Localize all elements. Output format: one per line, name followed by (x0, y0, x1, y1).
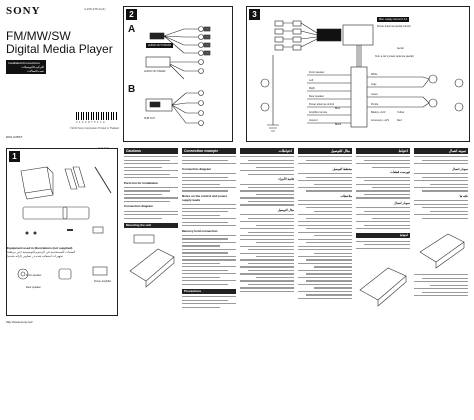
speakers-s3 (261, 79, 463, 111)
equipment-item-power-amplifier: Power amplifier (94, 280, 112, 283)
sony-logo: SONY (6, 5, 41, 17)
text-line-placeholder (414, 180, 468, 181)
text-line-placeholder (298, 173, 352, 174)
text-line-placeholder (414, 204, 468, 205)
text-line-placeholder (414, 173, 468, 174)
wire-color-blue: Blue (335, 107, 341, 110)
text-line-placeholder (356, 207, 410, 208)
section-3-diagram (247, 7, 471, 143)
column-subheading: ملاحظات (340, 193, 352, 198)
text-line-placeholder (364, 180, 410, 181)
text-line-placeholder (124, 197, 178, 198)
text-line-placeholder (182, 180, 236, 181)
wire-label-amplifier-remote: Amplifier remote (309, 111, 328, 114)
column-subheading: قائمة الأجزاء (278, 177, 294, 182)
wire-label-left: Left (309, 79, 314, 82)
text-line-placeholder (240, 235, 294, 236)
text-line-placeholder (240, 214, 294, 215)
text-line-placeholder (240, 246, 294, 247)
text-line-placeholder (356, 214, 410, 215)
column-subheading: Connection diagram (182, 166, 212, 171)
text-line-placeholder (364, 194, 410, 195)
column-bottom-bar: Mounting the unit (124, 223, 178, 228)
wire-color-black: Black (335, 123, 342, 126)
text-line-placeholder (124, 187, 178, 188)
text-line-placeholder (248, 218, 294, 219)
section-number-3: 3 (249, 9, 260, 20)
small-parts (26, 227, 104, 235)
text-line-placeholder (182, 252, 228, 253)
installation-label-ar: التركيب/التوصيلات (21, 65, 44, 69)
text-line-placeholder (124, 156, 178, 157)
text-line-placeholder (298, 214, 352, 215)
text-line-placeholder (414, 156, 468, 157)
text-line-placeholder (256, 225, 294, 226)
text-line-placeholder (240, 197, 294, 198)
text-line-placeholder (248, 174, 294, 175)
text-line-placeholder (298, 180, 352, 181)
installation-label-en: Installation/Connections (8, 61, 40, 65)
release-keys (65, 167, 85, 189)
text-line-placeholder (364, 244, 410, 245)
text-line-placeholder (182, 208, 236, 209)
text-line-placeholder (298, 298, 352, 299)
text-line-placeholder (314, 266, 352, 267)
text-line-placeholder (306, 190, 352, 191)
text-column-2 (182, 148, 236, 310)
label-audio-out-rear: AUDIO OUT REAR (144, 70, 166, 73)
wire-color-white: White (371, 73, 378, 76)
text-line-placeholder (182, 160, 228, 161)
text-line-placeholder (182, 218, 236, 219)
text-line-placeholder (298, 246, 352, 247)
text-line-placeholder (364, 225, 410, 226)
text-line-placeholder (182, 263, 220, 264)
text-line-placeholder (124, 218, 162, 219)
barcode (76, 112, 118, 120)
text-line-placeholder (124, 167, 162, 168)
text-line-placeholder (248, 270, 294, 271)
label-power-antenna-control: Power antenna (aerial) control (377, 25, 411, 28)
text-line-placeholder (240, 170, 294, 171)
text-line-placeholder (422, 278, 468, 279)
document-code: 4-166-975-11(1) (84, 7, 106, 11)
text-line-placeholder (314, 287, 352, 288)
text-line-placeholder (240, 228, 294, 229)
text-line-placeholder (356, 197, 410, 198)
text-line-placeholder (430, 184, 468, 185)
text-line-placeholder (298, 187, 352, 188)
text-line-placeholder (314, 184, 352, 185)
text-line-placeholder (124, 163, 178, 164)
text-line-placeholder (306, 218, 352, 219)
text-column-1 (124, 148, 178, 291)
label-sub-out: SUB OUT (144, 117, 156, 120)
text-line-placeholder (182, 177, 228, 178)
text-line-placeholder (422, 177, 468, 178)
text-line-placeholder (422, 190, 468, 191)
text-line-placeholder (306, 207, 352, 208)
text-line-placeholder (422, 218, 468, 219)
text-line-placeholder (298, 156, 352, 157)
parts-illustration (7, 149, 119, 317)
text-line-placeholder (414, 281, 468, 282)
text-line-placeholder (372, 218, 410, 219)
text-line-placeholder (298, 263, 352, 264)
text-line-placeholder (422, 292, 468, 293)
text-line-placeholder (306, 177, 352, 178)
front-panel (23, 207, 89, 219)
text-line-placeholder (182, 184, 220, 185)
text-line-placeholder (314, 253, 352, 254)
text-line-placeholder (430, 211, 468, 212)
text-line-placeholder (430, 285, 468, 286)
text-line-placeholder (248, 232, 294, 233)
product-title-line1: FM/MW/SW (6, 29, 71, 43)
column-subheading: Parts list for installation (124, 180, 159, 185)
wire-color-red: Red (397, 119, 402, 122)
wire-label-power-antenna-control: Power antenna control (309, 103, 335, 106)
installation-label (6, 60, 46, 74)
text-line-placeholder (182, 235, 236, 236)
text-line-placeholder (182, 238, 228, 239)
equipment-caption (7, 246, 117, 258)
text-line-placeholder (298, 270, 352, 271)
text-line-placeholder (314, 211, 352, 212)
text-line-placeholder (306, 294, 352, 295)
model-number: DSX-A35ST (6, 135, 23, 139)
column-bottom-bar: احتیاط (356, 233, 410, 238)
product-title-line2: Digital Media Player (6, 42, 113, 56)
text-line-placeholder (356, 190, 410, 191)
text-line-placeholder (124, 170, 178, 171)
text-line-placeholder (240, 204, 294, 205)
text-line-placeholder (240, 221, 294, 222)
text-line-placeholder (240, 273, 294, 274)
text-line-placeholder (124, 211, 178, 212)
column-subheading: Memory hold connection (182, 228, 218, 233)
text-line-placeholder (298, 200, 352, 201)
text-line-placeholder (364, 160, 410, 161)
text-line-placeholder (182, 225, 236, 226)
text-line-placeholder (306, 228, 352, 229)
text-line-placeholder (182, 273, 236, 274)
text-line-placeholder (256, 277, 294, 278)
section-number-1: 1 (9, 151, 20, 162)
text-line-placeholder (298, 249, 352, 250)
text-line-placeholder (240, 291, 294, 292)
wire-label-right: Right (309, 87, 315, 90)
text-line-placeholder (124, 190, 170, 191)
text-line-placeholder (182, 296, 236, 297)
text-line-placeholder (306, 273, 352, 274)
text-line-placeholder (182, 245, 220, 246)
text-line-placeholder (240, 287, 294, 288)
equipment-caption-en: Equipment used in illustrations (not supplied) (7, 246, 73, 250)
label-aerial-source: from a car's power antenna (aerial) (375, 55, 414, 58)
column-subheading: مخطط التوصيل (332, 166, 352, 171)
text-line-placeholder (248, 263, 294, 264)
text-line-placeholder (248, 249, 294, 250)
label-aerial: Aerial (397, 47, 404, 50)
mounting-sleeve (21, 167, 53, 199)
section-2-frame (123, 6, 233, 142)
text-line-placeholder (298, 256, 352, 257)
text-line-placeholder (422, 207, 468, 208)
section-3-frame (246, 6, 470, 142)
text-line-placeholder (356, 177, 410, 178)
equipment-item-rear-speaker: Rear speaker (26, 286, 42, 289)
text-line-placeholder (414, 163, 468, 164)
text-line-placeholder (182, 307, 220, 308)
text-line-placeholder (298, 232, 352, 233)
text-line-placeholder (356, 248, 410, 249)
mounting-illustration (124, 231, 178, 291)
text-line-placeholder (182, 173, 236, 174)
wire-label-rear-speaker: Rear speaker (309, 95, 325, 98)
text-line-placeholder (306, 280, 352, 281)
text-line-placeholder (356, 163, 410, 164)
text-column-6 (414, 148, 468, 299)
text-line-placeholder (306, 242, 352, 243)
wire-label-accessory: Accessory +12V (371, 119, 390, 122)
text-line-placeholder (182, 284, 228, 285)
text-line-placeholder (248, 160, 294, 161)
column-heading: احتیاط (356, 148, 410, 154)
column-heading: احتياطات (240, 148, 294, 154)
column-subheading: مثال التوصيل (277, 207, 294, 212)
text-line-placeholder (298, 225, 352, 226)
text-line-placeholder (298, 277, 352, 278)
text-line-placeholder (298, 284, 352, 285)
text-line-placeholder (248, 284, 294, 285)
text-line-placeholder (256, 167, 294, 168)
text-line-placeholder (124, 201, 170, 202)
equipment-caption-ar: المعدات المستخدمة في الرسوم التوضيحية (غير مرفقة) (7, 250, 76, 254)
sony-url: http://www.sony.net/ (6, 320, 33, 324)
text-line-placeholder (182, 215, 220, 216)
barcode-number: 4 1 6 6 9 7 5 1 1 0 (76, 121, 105, 124)
text-line-placeholder (306, 259, 352, 260)
harness (267, 55, 437, 131)
column-heading: نمونه اتصال (414, 148, 468, 154)
text-line-placeholder (182, 303, 236, 304)
text-line-placeholder (182, 270, 228, 271)
column-heading: Cautions (124, 148, 178, 154)
text-line-placeholder (414, 187, 468, 188)
text-line-placeholder (182, 156, 236, 157)
text-line-placeholder (182, 277, 220, 278)
column-bottom-bar: Precautions (182, 289, 236, 294)
text-line-placeholder (256, 256, 294, 257)
text-line-placeholder (298, 204, 352, 205)
text-line-placeholder (182, 163, 236, 164)
wire-color-gray: Gray (371, 83, 377, 86)
section-1-frame (6, 148, 118, 316)
text-line-placeholder (372, 187, 410, 188)
text-line-placeholder (298, 239, 352, 240)
equipment-item-front-speaker: Front speaker (26, 274, 42, 277)
text-line-placeholder (298, 163, 352, 164)
text-line-placeholder (182, 256, 236, 257)
wire-label-front-speaker: Front speaker (309, 71, 325, 74)
text-line-placeholder (182, 266, 236, 267)
text-line-placeholder (356, 221, 410, 222)
unit-illustration-fa (414, 222, 468, 272)
copyright-text: ©2010 Sony Corporation Printed in Thailand (70, 127, 120, 130)
text-column-4 (298, 148, 352, 301)
wire-color-green: Green (371, 93, 378, 96)
label-max-supply-current: Max. supply current 0.4 A (379, 18, 408, 21)
wire-label-ground: Ground (309, 119, 318, 122)
text-line-placeholder (298, 291, 352, 292)
text-line-placeholder (182, 204, 236, 205)
text-line-placeholder (314, 235, 352, 236)
equipment-drawings (18, 267, 107, 279)
text-line-placeholder (240, 156, 294, 157)
text-line-placeholder (372, 167, 410, 168)
text-line-placeholder (364, 211, 410, 212)
text-line-placeholder (422, 160, 468, 161)
text-line-placeholder (240, 259, 294, 260)
text-line-placeholder (124, 160, 170, 161)
column-subheading: فهرست قطعات (390, 170, 410, 175)
text-line-placeholder (414, 274, 468, 275)
text-column-3 (240, 148, 294, 294)
wire-color-yellow: Yellow (397, 111, 405, 114)
text-line-placeholder (248, 201, 294, 202)
text-line-placeholder (240, 163, 294, 164)
column-heading: مثال للتوصيل (298, 148, 352, 154)
installation-label-fa: نصب/اتصالات (27, 69, 44, 73)
text-line-placeholder (124, 174, 170, 175)
text-line-placeholder (414, 288, 468, 289)
column-heading: Connection example (182, 148, 236, 154)
text-line-placeholder (414, 200, 468, 201)
text-line-placeholder (306, 160, 352, 161)
text-line-placeholder (182, 222, 228, 223)
section-number-2: 2 (126, 9, 137, 20)
text-line-placeholder (240, 190, 294, 191)
text-line-placeholder (256, 194, 294, 195)
head-unit (317, 25, 373, 67)
mounting-illustration-fa (356, 252, 410, 312)
rca-connectors (275, 21, 317, 50)
text-line-placeholder (356, 241, 410, 242)
column-subheading: Connection diagram (124, 204, 154, 209)
label-audio-out-front: AUDIO OUT FRONT (148, 44, 172, 47)
section-letter-b: B (128, 84, 136, 95)
wire-label-battery: Battery +12V (371, 111, 386, 114)
text-line-placeholder (240, 280, 294, 281)
diagram-b (146, 91, 204, 126)
wire-color-purple: Purple (371, 103, 379, 106)
text-line-placeholder (182, 259, 236, 260)
text-line-placeholder (298, 221, 352, 222)
column-subheading: نمودار اتصال (452, 166, 468, 171)
text-line-placeholder (124, 214, 178, 215)
text-line-placeholder (182, 242, 236, 243)
text-line-placeholder (124, 194, 162, 195)
column-subheading: نکته ها (459, 193, 468, 198)
text-line-placeholder (182, 280, 236, 281)
text-line-placeholder (240, 184, 294, 185)
text-line-placeholder (356, 156, 410, 157)
text-line-placeholder (248, 187, 294, 188)
column-subheading: نمودار اتصال (394, 200, 410, 205)
text-line-placeholder (414, 214, 468, 215)
text-line-placeholder (182, 190, 228, 191)
text-line-placeholder (182, 211, 228, 212)
text-line-placeholder (240, 266, 294, 267)
column-subheading: Notes on the control and power supply leads (182, 193, 228, 202)
text-line-placeholder (356, 184, 410, 185)
text-line-placeholder (182, 249, 236, 250)
equipment-caption-fa: تجهیزات استفاده شده در تصاویر (ارائه نشده) (7, 254, 63, 258)
text-line-placeholder (124, 177, 178, 178)
text-line-placeholder (182, 300, 228, 301)
text-line-placeholder (240, 239, 294, 240)
text-line-placeholder (240, 253, 294, 254)
text-line-placeholder (256, 242, 294, 243)
section-2-diagram (124, 7, 234, 143)
text-line-placeholder (414, 295, 468, 296)
text-line-placeholder (356, 228, 410, 229)
text-line-placeholder (182, 187, 236, 188)
section-letter-a: A (128, 24, 136, 35)
text-column-5 (356, 148, 410, 312)
screwdriver (95, 167, 111, 193)
